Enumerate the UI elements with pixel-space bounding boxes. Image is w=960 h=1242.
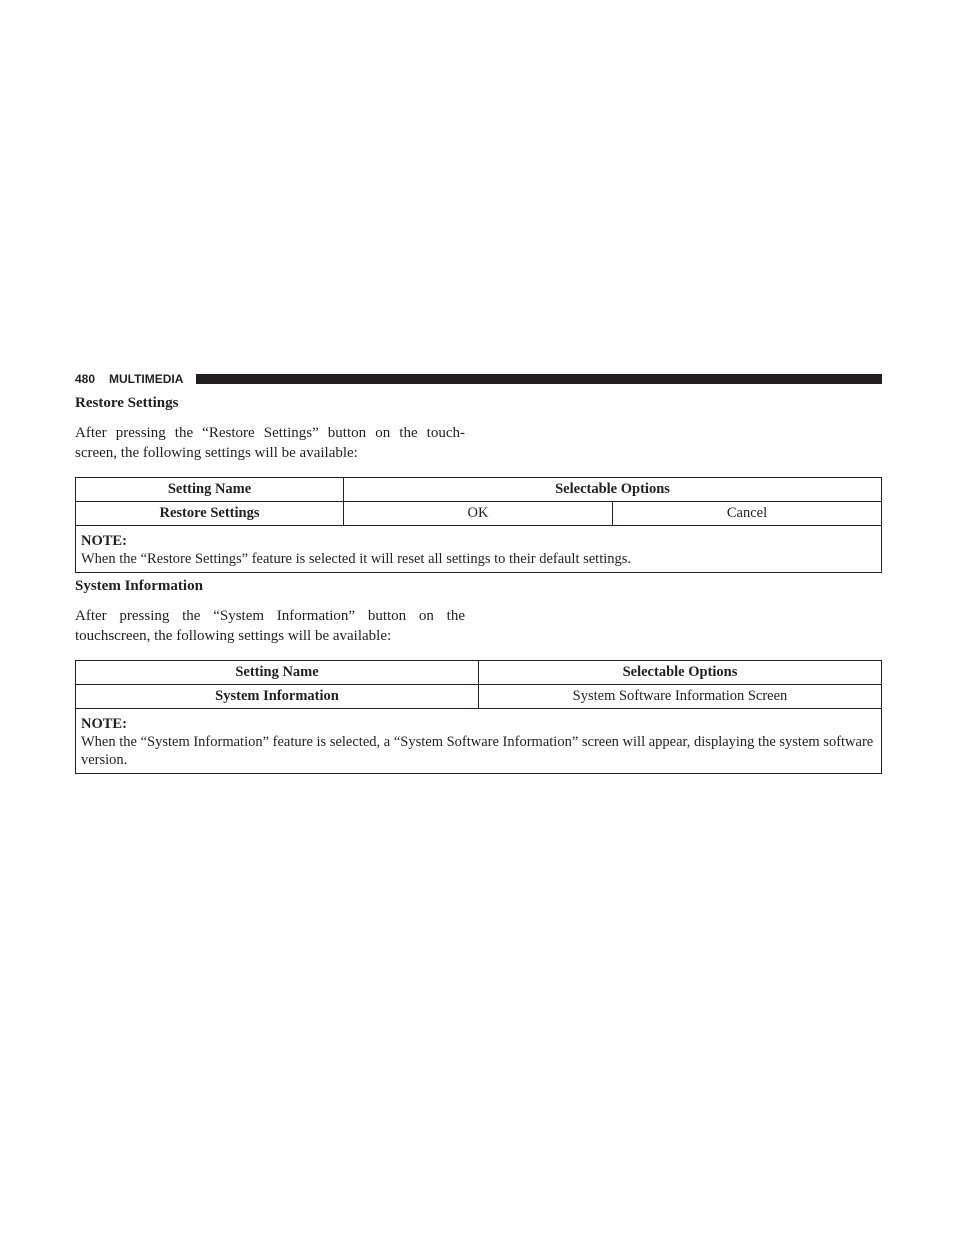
table-note-row xyxy=(76,526,882,573)
section-title: MULTIMEDIA xyxy=(109,372,184,386)
system-information-section xyxy=(75,576,881,774)
selectable-options-header: Selectable Options xyxy=(479,661,882,685)
option-cell-cancel: Cancel xyxy=(613,502,882,526)
note-text: When the “Restore Settings” feature is selected it will reset all settings to their default settings. xyxy=(81,551,632,567)
note-text: When the “System Information” feature is selected, a “System Software Information” screen will appear, displaying the system software version. xyxy=(81,734,874,768)
setting-name-header: Setting Name xyxy=(76,661,479,685)
intro-line: After pressing the “Restore Settings” button on the touch- xyxy=(75,425,465,441)
table-header-row xyxy=(76,478,882,502)
intro-line: After pressing the “System Information” button on the xyxy=(75,608,465,624)
note-label: NOTE: xyxy=(81,533,127,549)
header-rule xyxy=(196,374,882,384)
option-cell: System Software Information Screen xyxy=(479,685,882,709)
restore-settings-heading: Restore Settings xyxy=(75,395,179,411)
note-label: NOTE: xyxy=(81,716,127,732)
restore-settings-intro xyxy=(75,423,465,463)
page-header xyxy=(75,371,882,387)
selectable-options-header: Selectable Options xyxy=(344,478,882,502)
system-information-intro xyxy=(75,606,465,646)
restore-settings-section xyxy=(75,393,881,573)
table-row xyxy=(76,685,882,709)
note-cell xyxy=(76,526,882,573)
note-cell xyxy=(76,709,882,774)
intro-line: screen, the following settings will be available: xyxy=(75,445,358,461)
system-information-table xyxy=(75,660,882,774)
system-information-heading: System Information xyxy=(75,578,203,594)
setting-name-header: Setting Name xyxy=(76,478,344,502)
setting-name-cell: System Information xyxy=(76,685,479,709)
restore-settings-table xyxy=(75,477,882,573)
option-cell-ok: OK xyxy=(344,502,613,526)
table-row xyxy=(76,502,882,526)
table-note-row xyxy=(76,709,882,774)
table-header-row xyxy=(76,661,882,685)
setting-name-cell: Restore Settings xyxy=(76,502,344,526)
page-number: 480 xyxy=(75,372,96,386)
intro-line: touchscreen, the following settings will be available: xyxy=(75,628,392,644)
